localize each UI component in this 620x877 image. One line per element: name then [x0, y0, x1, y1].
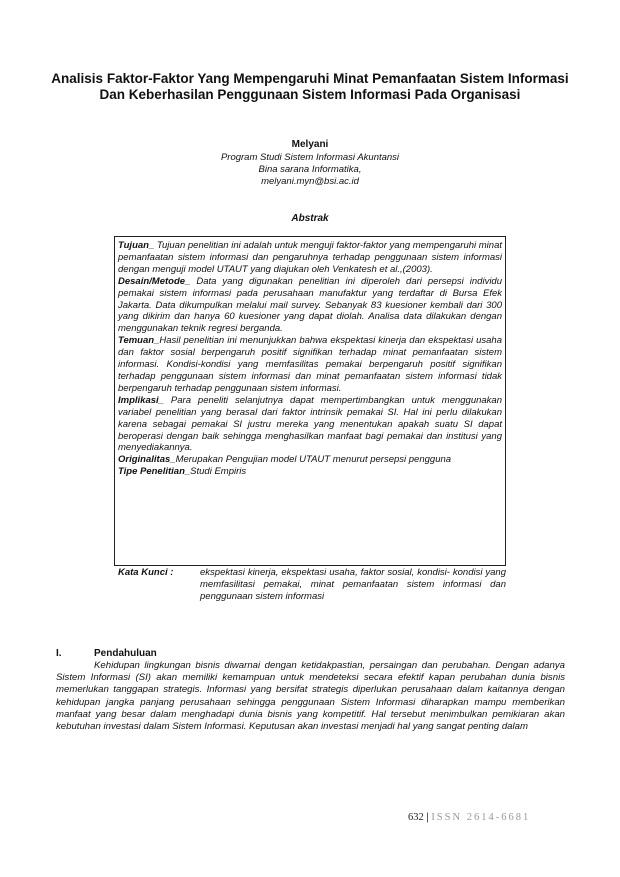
abstract-tujuan: [118, 240, 502, 276]
footer-separator: |: [426, 812, 429, 823]
abstract-text: Data yang digunakan penelitian ini diperoleh dari persepsi individu pemakai sistem informasi pada perusahaan manufaktur yang terdaftar di Bursa Efek Jakarta. Data dikumpulkan melalui mail survey. Sebanyak 83 kuesioner kembali dari 300 yang dikirim dan hanya 60 kuesioner yang dapat diolah. Analisa data dilakukan dengan menggunakan teknik regresi berganda.: [118, 275, 503, 335]
abstract-box: [114, 236, 506, 566]
abstract-label: Implikasi_: [118, 394, 164, 406]
abstract-tipe: [118, 466, 502, 478]
abstract-text: Studi Empiris: [190, 466, 247, 478]
abstract-temuan: [118, 335, 502, 395]
paper-title: Analisis Faktor-Faktor Yang Mempengaruhi Minat Pemanfaatan Sistem Informasi Dan Keberhasilan Penggunaan Sistem Informasi Pada Organisasi: [51, 71, 569, 102]
page-number: 632: [408, 812, 424, 823]
abstract-label: Originalitas_: [118, 454, 176, 466]
abstract-orisinalitas: [118, 454, 502, 466]
abstract-label: Desain/Metode_: [118, 275, 191, 287]
abstract-label: Temuan_: [118, 335, 160, 347]
affiliation-line: Program Studi Sistem Informasi Akuntansi: [220, 152, 400, 163]
keywords-text: ekspektasi kinerja, ekspektasi usaha, faktor sosial, kondisi- kondisi yang memfasilitasi pemakai, minat pemanfaatan sistem informasi dan penggunaan sistem informasi: [200, 567, 506, 602]
keywords: [118, 567, 506, 602]
author-email: melyani.myn@bsi.ac.id: [261, 176, 359, 187]
abstract-label: Tujuan_: [118, 240, 155, 251]
intro-paragraph: Kehidupan lingkungan bisnis diwarnai dengan ketidakpastian, persaingan dan perubahan. Dengan adanya Sistem Informasi (SI) akan memiliki kemampuan untuk mendeteksi secara efektif kapan perubahan dunia bisnis memerlukan tanggapan strategis. Informasi yang bersifat strategis diperlukan perusahaan dalam kaitannya dengan kehidupan jangka panjang perusahaan sehingga penggunaan Sistem Informasi diharapkan mampu memberikan manfaat yang besar dalam menghadapi dunia bisnis yang kompetitif. Hal tersebut menimbulkan pemikiaran akan kebutuhan investasi dalam Sistem Informasi. Keputusan akan investasi menjadi hal yang sangat penting dalam: [56, 660, 565, 733]
abstract-text: Hasil penelitian ini menunjukkan bahwa ekspektasi kinerja dan ekspektasi usaha dan faktor sosial berpengaruh positif signifikan terhadap minat pemanfaatan sistem informasi. Kondisi-kondisi yang memfasilitas pemakai berpengaruh positif signifikan terhadap penggunaan sistem informasi dan minat pemanfaatan sistem informasi tidak berpengaruh terhadap penggunaan sistem informasi.: [118, 335, 502, 394]
author-name: Melyani: [291, 139, 329, 150]
affiliation-line: Bina sarana Informatika,: [258, 164, 362, 175]
abstract-implikasi: [118, 395, 502, 455]
section-number: I.: [56, 648, 62, 659]
abstract-label: Tipe Penelitian_: [118, 466, 191, 478]
abstract-text: Para peneliti selanjutnya dapat mempertimbangkan untuk menggunakan variabel penelitian yang berasal dari faktor intrinsik pemakai SI. Hal ini perlu dilakukan karena sebagai pemakai SI justru mereka yang menentukan apakah suatu SI dapat beroperasi dengan baik sehingga menghasilkan manfaat bagi pemakai dan institusi yang menyediakannya.: [118, 394, 502, 454]
page-footer: [408, 812, 530, 823]
issn: ISSN 2614-6681: [431, 812, 531, 823]
abstract-heading: Abstrak: [291, 213, 329, 224]
intro-body: [56, 660, 565, 733]
abstract-text: Merupakan Pengujian model UTAUT menurut persepsi pengguna: [175, 454, 452, 466]
abstract-text: Tujuan penelitian ini adalah untuk menguji faktor-faktor yang mempengaruhi minat pemanfaatan sistem informasi dan pengaruhnya terhadap penggunaan sistem informasi dengan menguji model UTAUT yang diajukan oleh Venkatesh et al.,(2003).: [118, 240, 502, 275]
section-title: Pendahuluan: [94, 648, 157, 659]
abstract-desain: [118, 276, 502, 336]
keywords-label: Kata Kunci :: [118, 567, 174, 578]
